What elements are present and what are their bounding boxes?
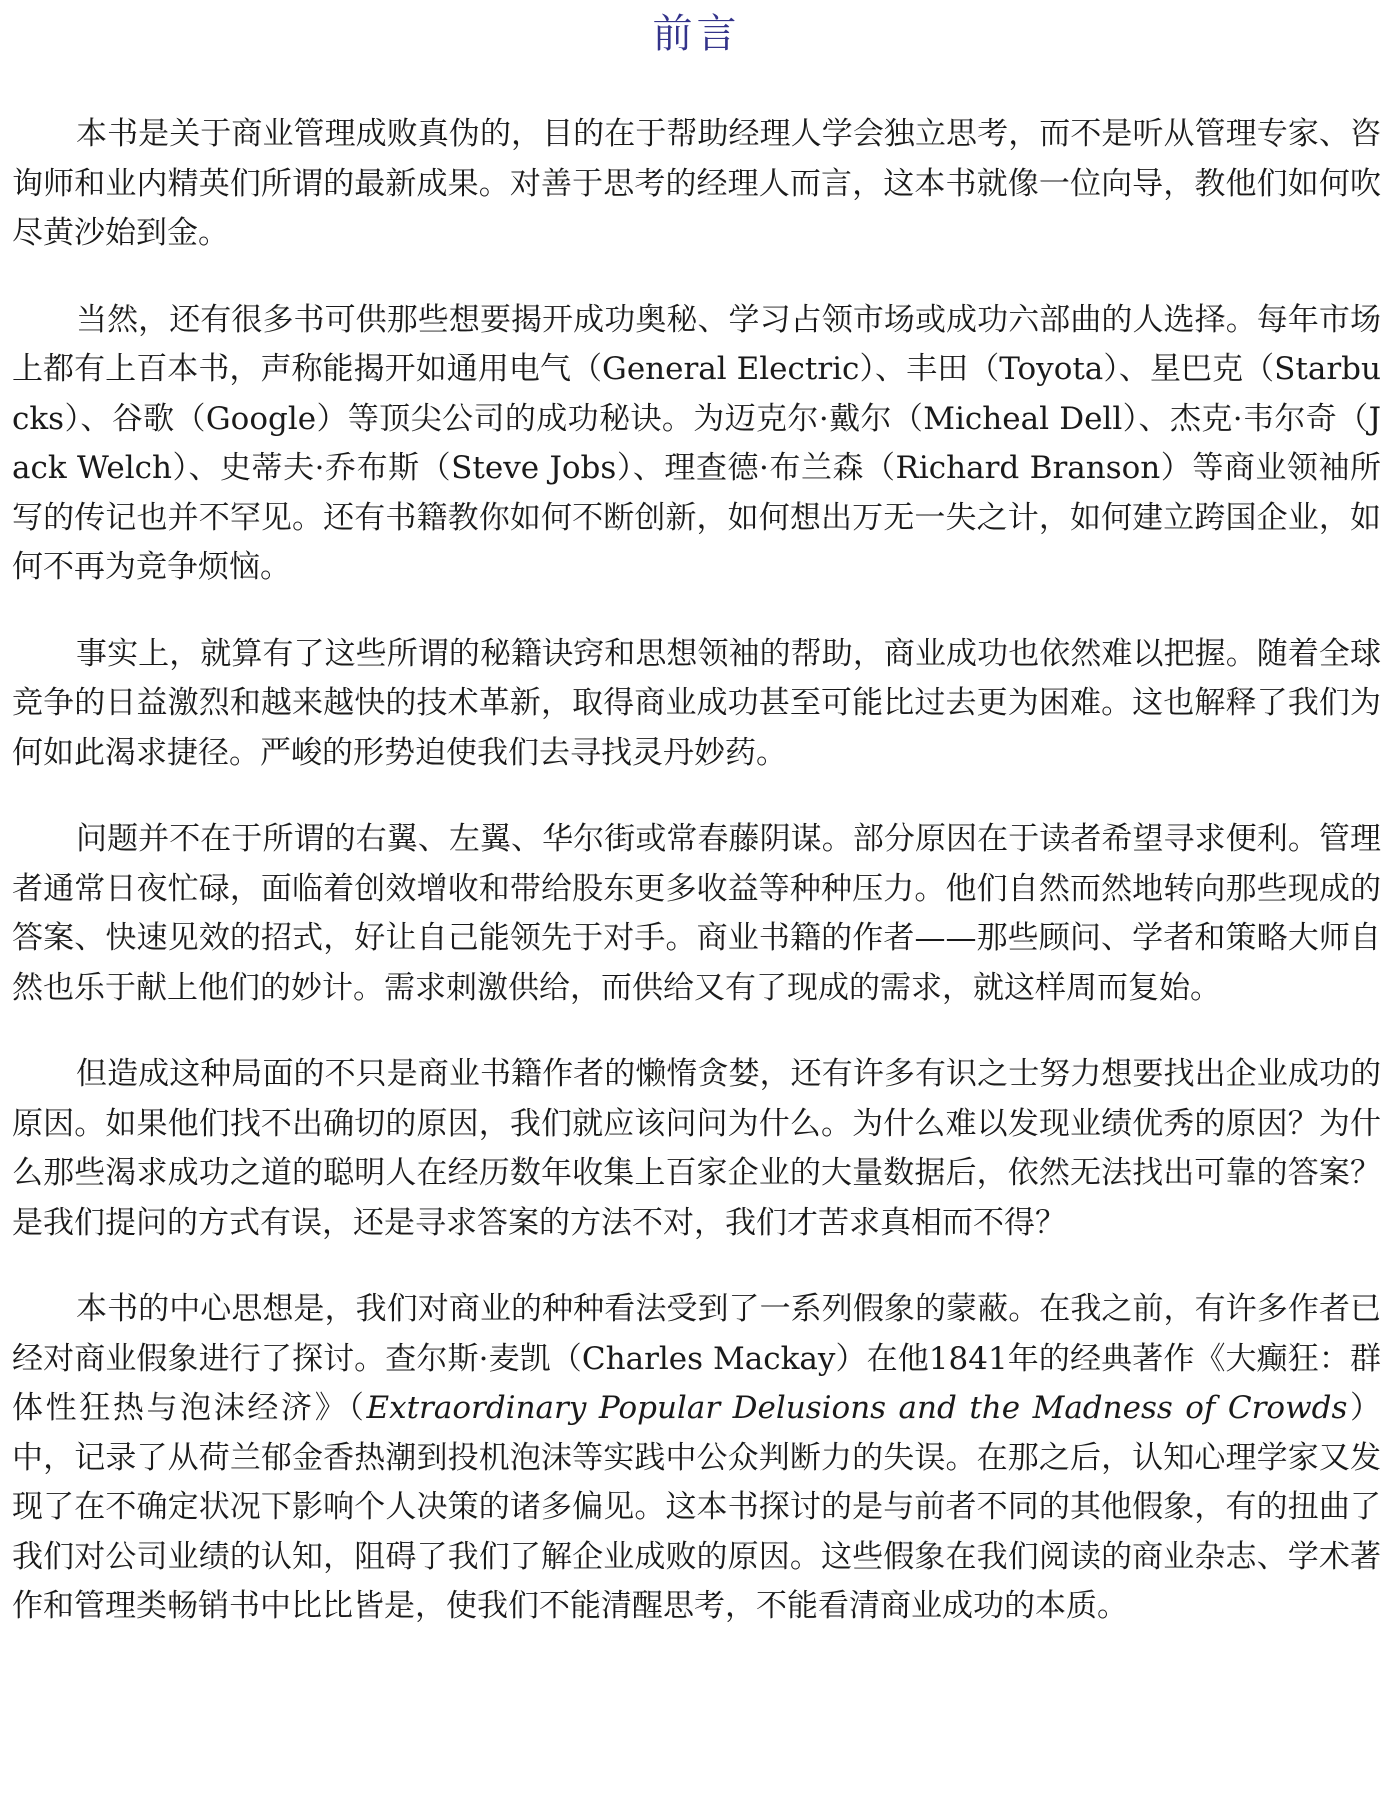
paragraph-6: [12, 1285, 1381, 1632]
paragraph-text: 事实上，就算有了这些所谓的秘籍诀窍和思想领袖的帮助，商业成功也依然难以把握。随着全球竞争的日益激烈和越来越快的技术革新，取得商业成功甚至可能比过去更为困难。这也解释了我们为何如此渴求捷径。严峻的形势迫使我们去寻找灵丹妙药。: [12, 635, 1381, 771]
paragraph-1: [12, 110, 1381, 259]
page-title: 前言: [652, 11, 741, 57]
paragraph-text: 但造成这种局面的不只是商业书籍作者的懒惰贪婪，还有许多有识之士努力想要找出企业成功的原因。如果他们找不出确切的原因，我们就应该问问为什么。为什么难以发现业绩优秀的原因？为什么那些渴求成功之道的聪明人在经历数年收集上百家企业的大量数据后，依然无法找出可靠的答案？是我们提问的方式有误，还是寻求答案的方法不对，我们才苦求真相而不得？: [12, 1056, 1381, 1241]
paragraph-text: 本书是关于商业管理成败真伪的，目的在于帮助经理人学会独立思考，而不是听从管理专家、咨询师和业内精英们所谓的最新成果。对善于思考的经理人而言，这本书就像一位向导，教他们如何吹尽黄沙始到金。: [12, 116, 1381, 251]
paragraph-text: ）中，记录了从荷兰郁金香热潮到投机泡沫等实践中公众判断力的失误。在那之后，认知心理学家又发现了在不确定状况下影响个人决策的诸多偏见。这本书探讨的是与前者不同的其他假象，有的扭曲了我们对公司业绩的认知，阻碍了我们了解企业成败的原因。这些假象在我们阅读的商业杂志、学术著作和管理类畅销书中比比皆是，使我们不能清醒思考，不能看清商业成功的本质。: [12, 1390, 1382, 1624]
paragraph-3: [12, 630, 1381, 779]
paragraph-4: [12, 815, 1381, 1013]
paragraph-text: 问题并不在于所谓的右翼、左翼、华尔街或常春藤阴谋。部分原因在于读者希望寻求便利。管理者通常日夜忙碌，面临着创效增收和带给股东更多收益等种种压力。他们自然而然地转向那些现成的答案、快速见效的招式，好让自己能领先于对手。商业书籍的作者——那些顾问、学者和策略大师自然也乐于献上他们的妙计。需求刺激供给，而供给又有了现成的需求，就这样周而复始。: [12, 821, 1381, 1006]
paragraph-text: 本书的中心思想是，我们对商业的种种看法受到了一系列假象的蒙蔽。在我之前，有许多作者已经对商业假象进行了探讨。查尔斯·麦凯（Charles Mackay）在他1841年的经典著作《大癫狂：群体性狂热与泡沫经济》（: [12, 1291, 1381, 1426]
book-title-english: Extraordinary Popular Delusions and the Madness of Crowds: [366, 1390, 1348, 1426]
document-body: [12, 110, 1381, 1632]
paragraph-2: [12, 296, 1381, 593]
paragraph-5: [12, 1050, 1381, 1248]
paragraph-text: 当然，还有很多书可供那些想要揭开成功奥秘、学习占领市场或成功六部曲的人选择。每年市场上都有上百本书，声称能揭开如通用电气（General Electric）、丰田（Toyota）、星巴克（Starbucks）、谷歌（Google）等顶尖公司的成功秘诀。为迈克尔·戴尔（Micheal Dell）、杰克·韦尔奇（Jack Welch）、史蒂夫·乔布斯（Steve Jobs）、理查德·布兰森（Richard Branson）等商业领袖所写的传记也并不罕见。还有书籍教你如何不断创新，如何想出万无一失之计，如何建立跨国企业，如何不再为竞争烦恼。: [12, 301, 1381, 585]
